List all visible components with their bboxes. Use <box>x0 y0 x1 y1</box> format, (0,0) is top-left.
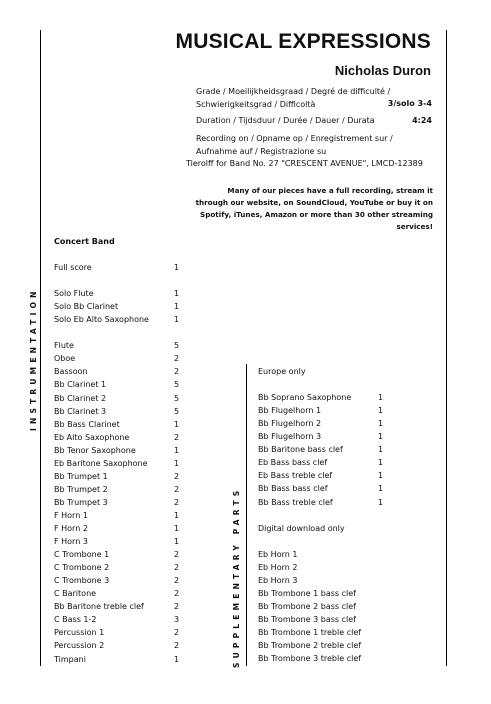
part-qty: 2 <box>174 367 180 377</box>
part-name: Eb Alto Saxophone <box>54 432 130 442</box>
part-name: F Horn 3 <box>54 537 88 547</box>
part-qty: 2 <box>174 576 180 586</box>
grade-label-line-1: Grade / Moeilijkheidsgraad / Degré de difficulté / <box>196 87 391 96</box>
part-name: Percussion 2 <box>54 641 105 651</box>
duration-label: Duration / Tijdsduur / Durée / Dauer / Durata <box>196 116 375 125</box>
supp-part-name: Bb Trombone 3 bass clef <box>258 614 356 624</box>
part-name: Flute <box>54 341 74 351</box>
part-qty: 5 <box>174 393 180 403</box>
left-rule <box>40 30 41 666</box>
part-name: Solo Bb Clarinet <box>54 302 119 312</box>
part-qty: 1 <box>174 510 180 520</box>
part-qty: 1 <box>174 302 180 312</box>
part-qty: 2 <box>174 602 180 612</box>
part-qty: 2 <box>174 471 180 481</box>
part-qty: 1 <box>174 445 180 455</box>
part-qty: 1 <box>174 315 180 325</box>
part-name: Bassoon <box>54 367 88 377</box>
part-name: Full score <box>54 263 92 272</box>
supp-part-name: Eb Bass treble clef <box>258 471 333 481</box>
supp-part-qty: 1 <box>378 393 384 403</box>
supp-part-name: Bb Trombone 1 treble clef <box>258 628 362 637</box>
duration-value: 4:24 <box>412 116 432 125</box>
supp-part-qty: 1 <box>378 445 384 455</box>
supplementary-side-label: SUPPLEMENTARY PARTS <box>232 486 241 668</box>
supp-part-qty: 1 <box>378 471 384 481</box>
recording-line-3: Tierolff for Band No. 27 "CRESCENT AVENUE", LMCD-12389 <box>186 159 423 168</box>
supp-part-name: Bb Trombone 2 bass clef <box>258 601 356 611</box>
part-name: C Baritone <box>54 589 97 599</box>
part-qty: 2 <box>174 497 180 507</box>
supp-part-qty: 1 <box>378 497 384 507</box>
recording-line-2: Aufnahme auf / Registrazione su <box>196 146 327 156</box>
recording-info <box>196 133 393 158</box>
supp-part-name: Bb Flugelhorn 1 <box>258 406 322 416</box>
supp-part-name: Bb Baritone bass clef <box>258 445 343 455</box>
supp-part-name: Bb Soprano Saxophone <box>258 393 352 403</box>
concert-band-heading: Concert Band <box>54 237 115 246</box>
supp-part-name: Eb Bass bass clef <box>258 458 328 468</box>
recording-line-1: Recording on / Opname op / Enregistrement sur / <box>196 134 393 143</box>
part-name: C Trombone 2 <box>54 563 110 573</box>
part-name: Bb Baritone treble clef <box>54 602 144 612</box>
part-qty: 2 <box>174 628 180 638</box>
part-name: Eb Baritone Saxophone <box>54 458 148 468</box>
supp-part-name: Eb Horn 1 <box>258 549 298 559</box>
part-name: F Horn 1 <box>54 510 88 520</box>
supplementary-rule <box>246 364 247 666</box>
part-qty: 1 <box>174 263 180 272</box>
part-qty: 1 <box>174 537 180 547</box>
part-name: Oboe <box>54 354 76 364</box>
digital-only-heading: Digital download only <box>258 523 345 533</box>
supp-part-name: Bb Bass bass clef <box>258 484 328 494</box>
streaming-promo: Many of our pieces have a full recording, stream it through our website, on SoundCloud, YouTube or buy it on Spotify, iTunes, Amazon or more than 30 other streaming services! <box>195 186 433 231</box>
supp-part-name: Bb Trombone 3 treble clef <box>258 654 362 664</box>
part-qty: 2 <box>174 589 180 599</box>
part-name: Bb Tenor Saxophone <box>54 445 136 455</box>
part-qty: 1 <box>174 419 180 429</box>
part-name: Bb Trumpet 3 <box>54 497 108 507</box>
part-qty: 1 <box>174 654 180 664</box>
supp-part-qty: 1 <box>378 432 384 442</box>
composer-name: Nicholas Duron <box>334 63 431 78</box>
supp-part-name: Eb Horn 2 <box>258 562 298 572</box>
instrumentation-side-label: INSTRUMENTATION <box>29 287 38 431</box>
supp-part-name: Bb Trombone 2 treble clef <box>258 641 362 651</box>
part-name: C Trombone 3 <box>54 576 110 586</box>
part-name: C Bass 1-2 <box>54 615 97 625</box>
part-name: Bb Clarinet 1 <box>54 380 107 390</box>
part-qty: 5 <box>174 406 180 416</box>
part-name: Timpani <box>54 654 86 664</box>
supp-part-name: Bb Trombone 1 bass clef <box>258 588 356 598</box>
part-name: Percussion 1 <box>54 628 105 638</box>
supp-part-name: Eb Horn 3 <box>258 575 298 585</box>
supp-part-qty: 1 <box>378 419 384 429</box>
part-qty: 5 <box>174 380 180 390</box>
part-qty: 2 <box>174 641 180 651</box>
part-qty: 2 <box>174 550 180 560</box>
part-qty: 5 <box>174 341 180 351</box>
grade-label <box>196 86 390 111</box>
part-qty: 2 <box>174 354 180 364</box>
part-qty: 1 <box>174 524 180 533</box>
part-name: C Trombone 1 <box>54 550 110 560</box>
part-name: Bb Clarinet 3 <box>54 406 107 416</box>
grade-value: 3/solo 3-4 <box>387 99 432 108</box>
part-name: Bb Bass Clarinet <box>54 419 120 429</box>
europe-only-heading: Europe only <box>258 367 306 376</box>
part-name: Solo Eb Alto Saxophone <box>54 315 149 325</box>
supp-part-name: Bb Flugelhorn 3 <box>258 432 322 442</box>
part-qty: 2 <box>174 484 180 494</box>
supp-part-name: Bb Bass treble clef <box>258 497 333 507</box>
part-qty: 2 <box>174 432 180 442</box>
part-qty: 2 <box>174 563 180 573</box>
supp-part-name: Bb Flugelhorn 2 <box>258 419 322 429</box>
supp-part-qty: 1 <box>378 458 384 468</box>
supp-part-qty: 1 <box>378 406 384 416</box>
part-name: F Horn 2 <box>54 524 88 533</box>
part-name: Bb Clarinet 2 <box>54 393 107 403</box>
part-name: Solo Flute <box>54 289 94 299</box>
part-name: Bb Trumpet 1 <box>54 471 108 481</box>
right-rule <box>446 30 447 666</box>
part-qty: 1 <box>174 289 180 299</box>
part-qty: 1 <box>174 458 180 468</box>
page-title: MUSICAL EXPRESSIONS <box>175 30 431 53</box>
supp-part-qty: 1 <box>378 484 384 494</box>
part-name: Bb Trumpet 2 <box>54 484 108 494</box>
grade-label-line-2: Schwierigkeitsgrad / Difficoltà <box>196 99 316 109</box>
part-qty: 3 <box>174 615 180 625</box>
